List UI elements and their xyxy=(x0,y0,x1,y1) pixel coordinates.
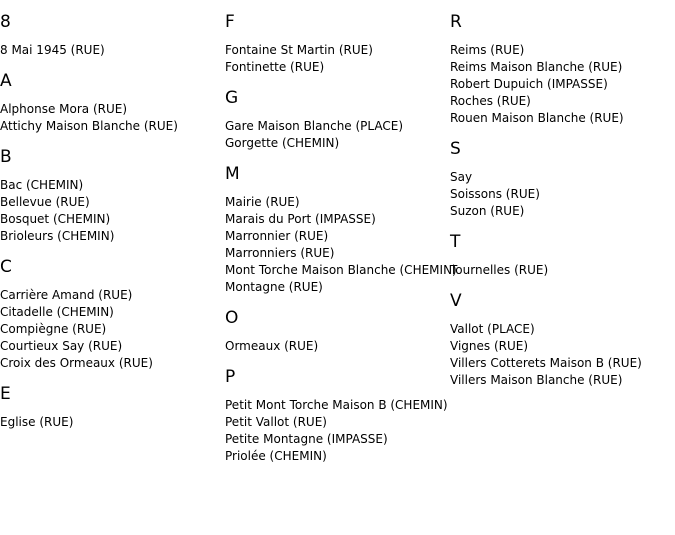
street-item[interactable]: Petit Vallot (RUE) xyxy=(225,415,327,429)
group-letter: G xyxy=(225,88,239,108)
street-item[interactable]: Eglise (RUE) xyxy=(0,415,74,429)
group-letter: O xyxy=(225,308,239,328)
street-item[interactable]: Say xyxy=(450,170,473,184)
letter-group-r xyxy=(450,10,675,127)
letter-group-v xyxy=(450,289,675,389)
letter-group-a xyxy=(0,69,225,135)
group-letter: F xyxy=(225,12,235,32)
street-item[interactable]: Roches (RUE) xyxy=(450,94,531,108)
street-item[interactable]: Marais du Port (IMPASSE) xyxy=(225,212,376,226)
street-item[interactable]: Gare Maison Blanche (PLACE) xyxy=(225,119,404,133)
street-item[interactable]: Croix des Ormeaux (RUE) xyxy=(0,356,153,370)
letter-group-c xyxy=(0,255,225,372)
street-item[interactable]: Bosquet (CHEMIN) xyxy=(0,212,111,226)
street-item[interactable]: Priolée (CHEMIN) xyxy=(225,449,327,463)
street-item[interactable]: Courtieux Say (RUE) xyxy=(0,339,123,353)
street-item[interactable]: Reims Maison Blanche (RUE) xyxy=(450,60,623,74)
street-list xyxy=(450,169,675,220)
index-column-3 xyxy=(450,10,675,399)
street-item[interactable]: Vignes (RUE) xyxy=(450,339,529,353)
street-list xyxy=(225,118,450,152)
street-list xyxy=(225,42,450,76)
letter-group-f xyxy=(225,10,450,76)
street-item[interactable]: Citadelle (CHEMIN) xyxy=(0,305,114,319)
street-item[interactable]: Fontinette (RUE) xyxy=(225,60,325,74)
street-item[interactable]: Gorgette (CHEMIN) xyxy=(225,136,340,150)
street-item[interactable]: Petit Mont Torche Maison B (CHEMIN) xyxy=(225,398,448,412)
street-list xyxy=(450,42,675,127)
street-item[interactable]: Suzon (RUE) xyxy=(450,204,525,218)
letter-group-m xyxy=(225,162,457,296)
street-item[interactable]: Petite Montagne (IMPASSE) xyxy=(225,432,388,446)
street-item[interactable]: 8 Mai 1945 (RUE) xyxy=(0,43,105,57)
letter-group-p xyxy=(225,365,450,465)
street-list xyxy=(225,338,450,355)
group-letter: S xyxy=(450,139,461,159)
group-letter: 8 xyxy=(0,12,11,32)
street-item[interactable]: Ormeaux (RUE) xyxy=(225,339,319,353)
group-letter: C xyxy=(0,257,12,277)
street-item[interactable]: Marronnier (RUE) xyxy=(225,229,329,243)
group-letter: V xyxy=(450,291,462,311)
street-list xyxy=(450,321,675,389)
street-list xyxy=(450,262,675,279)
street-item[interactable]: Marronniers (RUE) xyxy=(225,246,335,260)
street-list xyxy=(0,287,225,372)
street-item[interactable]: Villers Cotterets Maison B (RUE) xyxy=(450,356,642,370)
street-item[interactable]: Montagne (RUE) xyxy=(225,280,323,294)
street-item[interactable]: Reims (RUE) xyxy=(450,43,525,57)
street-item[interactable]: Vallot (PLACE) xyxy=(450,322,535,336)
street-item[interactable]: Carrière Amand (RUE) xyxy=(0,288,133,302)
index-column-2 xyxy=(225,10,457,475)
group-letter: T xyxy=(450,232,461,252)
letter-group-s xyxy=(450,137,675,220)
group-letter: P xyxy=(225,367,236,387)
street-item[interactable]: Alphonse Mora (RUE) xyxy=(0,102,128,116)
street-item[interactable]: Fontaine St Martin (RUE) xyxy=(225,43,373,57)
street-item[interactable]: Mont Torche Maison Blanche (CHEMIN) xyxy=(225,263,457,277)
street-list xyxy=(225,194,457,296)
street-item[interactable]: Robert Dupuich (IMPASSE) xyxy=(450,77,608,91)
street-item[interactable]: Tournelles (RUE) xyxy=(450,263,549,277)
letter-group-b xyxy=(0,145,225,245)
letter-group-8 xyxy=(0,10,225,59)
street-item[interactable]: Bellevue (RUE) xyxy=(0,195,90,209)
group-letter: M xyxy=(225,164,240,184)
street-list xyxy=(225,397,450,465)
letter-group-g xyxy=(225,86,450,152)
street-item[interactable]: Brioleurs (CHEMIN) xyxy=(0,229,115,243)
letter-group-o xyxy=(225,306,450,355)
group-letter: B xyxy=(0,147,12,167)
street-item[interactable]: Bac (CHEMIN) xyxy=(0,178,84,192)
letter-group-e xyxy=(0,382,225,431)
group-letter: E xyxy=(0,384,11,404)
group-letter: A xyxy=(0,71,12,91)
street-item[interactable]: Rouen Maison Blanche (RUE) xyxy=(450,111,624,125)
street-item[interactable]: Compiègne (RUE) xyxy=(0,322,107,336)
street-item[interactable]: Soissons (RUE) xyxy=(450,187,540,201)
index-column-1 xyxy=(0,10,225,441)
street-list xyxy=(0,42,225,59)
street-item[interactable]: Mairie (RUE) xyxy=(225,195,300,209)
group-letter: R xyxy=(450,12,462,32)
street-list xyxy=(0,177,225,245)
street-item[interactable]: Attichy Maison Blanche (RUE) xyxy=(0,119,178,133)
letter-group-t xyxy=(450,230,675,279)
street-list xyxy=(0,101,225,135)
street-list xyxy=(0,414,225,431)
street-item[interactable]: Villers Maison Blanche (RUE) xyxy=(450,373,623,387)
